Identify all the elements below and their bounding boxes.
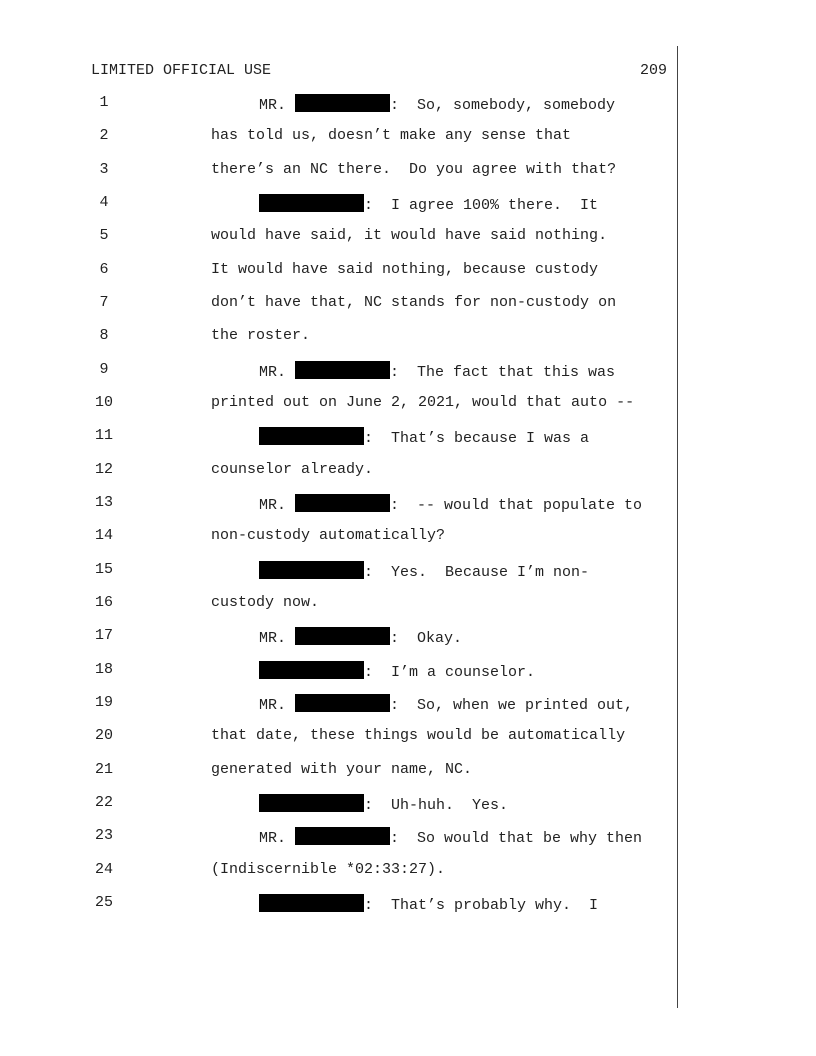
- line-body: : That’s probably why. I: [364, 896, 599, 914]
- line-number: 3: [99, 160, 109, 178]
- transcript-line: [0, 594, 676, 614]
- line-text: [211, 527, 445, 544]
- transcript-line: [0, 161, 676, 181]
- line-body: It would have said nothing, because custody: [211, 260, 599, 278]
- line-number: 5: [99, 227, 109, 245]
- line-text: [211, 761, 472, 778]
- redaction-box: [295, 361, 390, 379]
- redaction-box: [259, 894, 364, 912]
- transcript-line: [0, 794, 676, 814]
- transcript-line: [0, 294, 676, 314]
- line-number: 10: [94, 393, 113, 411]
- line-body: counselor already.: [211, 460, 374, 478]
- redaction-box: [259, 561, 364, 579]
- transcript-line: [0, 361, 676, 381]
- transcript-line: [0, 427, 676, 447]
- line-number: 16: [94, 593, 113, 611]
- line-body: the roster.: [211, 327, 311, 345]
- redaction-box: [259, 194, 364, 212]
- line-number: 22: [94, 793, 113, 811]
- transcript-line: [0, 894, 676, 914]
- line-number: 24: [94, 860, 113, 878]
- transcript-line: [0, 127, 676, 147]
- line-text: [259, 827, 642, 847]
- line-body: : I’m a counselor.: [364, 663, 536, 681]
- line-body: (Indiscernible *02:33:27).: [211, 860, 446, 878]
- transcript-line: [0, 261, 676, 281]
- page-number: 209: [639, 62, 667, 79]
- line-number: 6: [99, 260, 109, 278]
- line-number: 13: [94, 493, 113, 511]
- line-text: [259, 494, 642, 514]
- line-body: : So, when we printed out,: [390, 696, 634, 714]
- line-number: 2: [99, 127, 109, 145]
- redaction-box: [295, 627, 390, 645]
- line-body: generated with your name, NC.: [211, 760, 473, 778]
- transcript-line: [0, 527, 676, 547]
- speaker-prefix: MR.: [259, 97, 296, 114]
- line-number: 1: [99, 94, 109, 111]
- line-number: 21: [94, 760, 113, 778]
- classification-header: LIMITED OFFICIAL USE: [91, 62, 272, 79]
- line-number: 20: [94, 727, 113, 745]
- line-number: 15: [94, 560, 113, 578]
- line-body: : That’s because I was a: [364, 430, 590, 448]
- redaction-box: [295, 827, 390, 845]
- line-body: there’s an NC there. Do you agree with that?: [211, 160, 617, 178]
- transcript-line: [0, 394, 676, 414]
- line-text: [211, 227, 607, 244]
- transcript-line: [0, 761, 676, 781]
- line-number: 4: [99, 193, 109, 211]
- transcript-line: [0, 94, 676, 114]
- line-text: [259, 694, 633, 714]
- line-body: : -- would that populate to: [390, 496, 643, 514]
- line-text: [259, 94, 615, 114]
- line-body: : So would that be why then: [390, 830, 643, 848]
- line-body: printed out on June 2, 2021, would that auto --: [211, 393, 635, 411]
- line-number: 9: [99, 360, 109, 378]
- line-number: 12: [94, 460, 113, 478]
- line-text: [211, 727, 625, 744]
- transcript-line: [0, 227, 676, 247]
- line-number: 18: [94, 660, 113, 678]
- right-margin-rule: [677, 46, 678, 1008]
- line-text: [259, 561, 589, 581]
- redaction-box: [259, 794, 364, 812]
- transcript-line: [0, 661, 676, 681]
- line-text: [259, 661, 535, 681]
- redaction-box: [295, 94, 390, 112]
- line-text: [211, 594, 319, 611]
- line-number: 25: [94, 893, 113, 911]
- line-text: [211, 461, 373, 478]
- line-body: that date, these things would be automatically: [211, 727, 626, 745]
- transcript-line: [0, 694, 676, 714]
- line-body: : So, somebody, somebody: [390, 97, 616, 114]
- line-body: don’t have that, NC stands for non-custody on: [211, 293, 617, 311]
- redaction-box: [259, 661, 364, 679]
- line-text: [211, 327, 310, 344]
- transcript-line: [0, 827, 676, 847]
- line-number: 19: [94, 693, 113, 711]
- line-body: : Okay.: [390, 630, 463, 648]
- line-number: 23: [94, 827, 113, 845]
- speaker-prefix: MR.: [259, 363, 296, 381]
- line-text: [211, 127, 571, 144]
- line-body: custody now.: [211, 593, 320, 611]
- line-text: [259, 627, 462, 647]
- speaker-prefix: MR.: [259, 630, 296, 648]
- transcript-line: [0, 561, 676, 581]
- redaction-box: [295, 494, 390, 512]
- line-body: has told us, doesn’t make any sense that: [211, 127, 572, 145]
- line-text: [259, 794, 508, 814]
- line-text: [259, 361, 615, 381]
- line-number: 8: [99, 327, 109, 345]
- redaction-box: [259, 427, 364, 445]
- line-text: [211, 394, 634, 411]
- line-text: [259, 894, 598, 914]
- line-number: 7: [99, 293, 109, 311]
- line-body: : Uh-huh. Yes.: [364, 796, 509, 814]
- line-text: [259, 427, 589, 447]
- transcript-line: [0, 461, 676, 481]
- transcript-line: [0, 327, 676, 347]
- speaker-prefix: MR.: [259, 496, 296, 514]
- line-body: : The fact that this was: [390, 363, 616, 381]
- line-body: : I agree 100% there. It: [364, 196, 599, 214]
- transcript-line: [0, 494, 676, 514]
- line-text: [211, 261, 598, 278]
- transcript-line: [0, 627, 676, 647]
- line-number: 14: [94, 527, 113, 545]
- transcript-line: [0, 861, 676, 881]
- speaker-prefix: MR.: [259, 696, 296, 714]
- line-number: 17: [94, 627, 113, 645]
- line-text: [211, 161, 616, 178]
- line-body: would have said, it would have said nothing.: [211, 227, 608, 245]
- line-text: [259, 194, 598, 214]
- speaker-prefix: MR.: [259, 830, 296, 848]
- line-body: non-custody automatically?: [211, 527, 446, 545]
- line-text: [211, 861, 445, 878]
- line-number: 11: [94, 427, 113, 445]
- transcript-line: [0, 194, 676, 214]
- line-text: [211, 294, 616, 311]
- redaction-box: [295, 694, 390, 712]
- transcript-line: [0, 727, 676, 747]
- line-body: : Yes. Because I’m non-: [364, 563, 590, 581]
